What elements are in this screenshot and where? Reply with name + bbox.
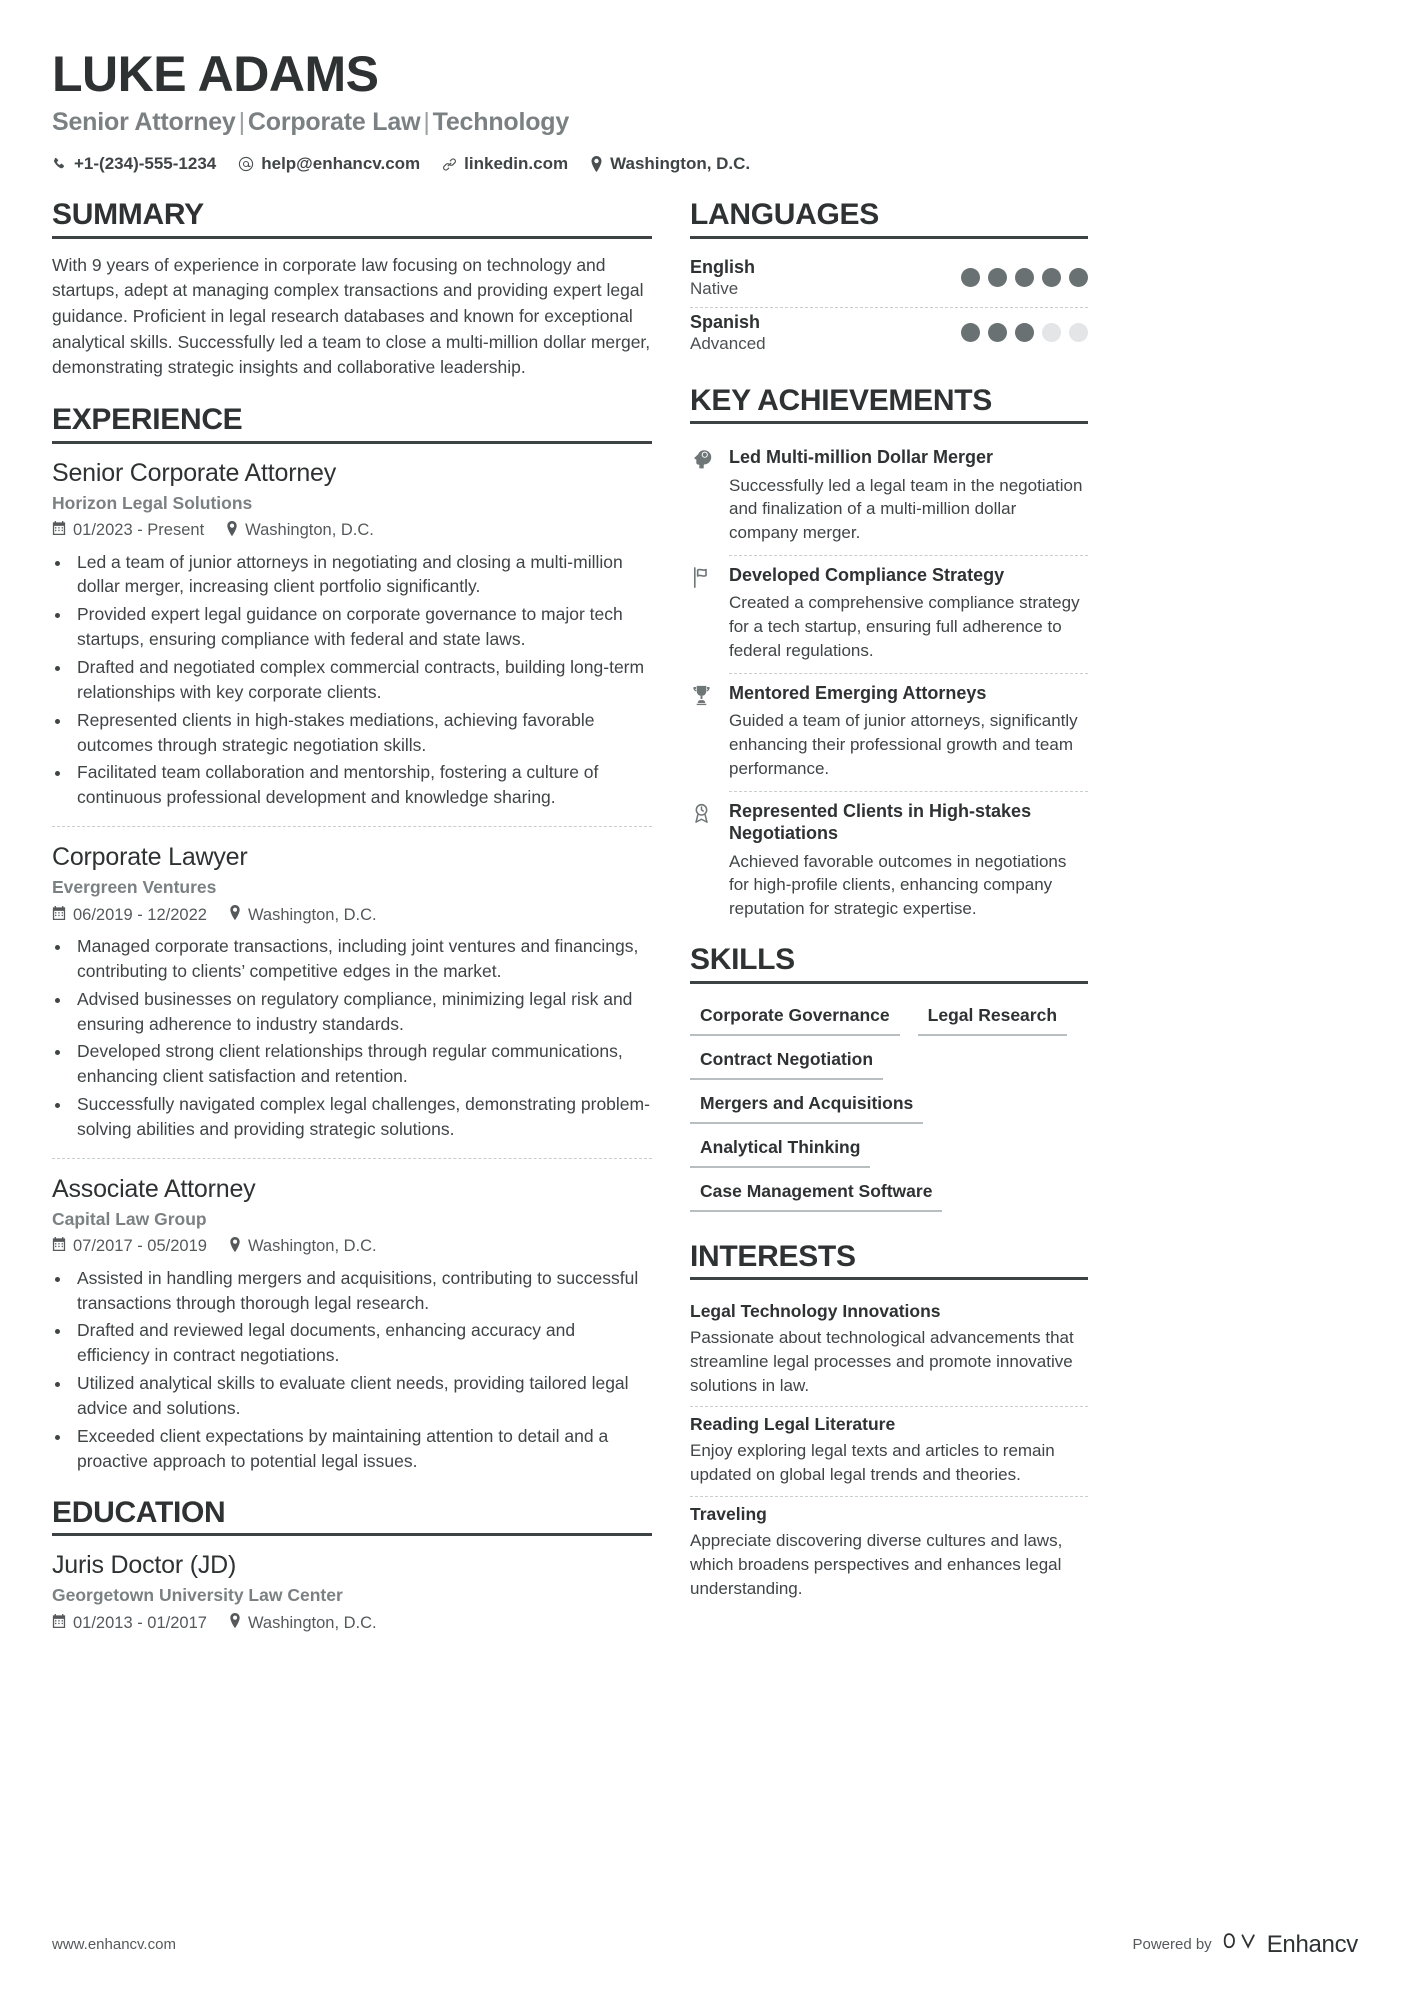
entry-bullets xyxy=(52,1266,652,1474)
calendar-icon xyxy=(52,1237,66,1256)
location-pin-icon xyxy=(590,156,603,172)
candidate-headline xyxy=(52,108,1358,137)
experience-rule xyxy=(52,441,652,444)
entry-dates xyxy=(52,1237,207,1256)
entry-dates-text: 06/2019 - 12/2022 xyxy=(73,905,207,924)
entry-location-text: Washington, D.C. xyxy=(247,1237,377,1256)
experience-entry xyxy=(52,842,652,1142)
entry-location xyxy=(226,521,374,541)
achievement-desc: Successfully led a legal team in the negotiation and finalization of a multi-million dollar company merger. xyxy=(729,475,1083,543)
contact-phone[interactable] xyxy=(52,154,216,174)
bullet-item: • Managed corporate transactions, including joint ventures and financings, contributing to clients’ competitive edges in the market. xyxy=(72,934,652,984)
skill-tag: Analytical Thinking xyxy=(690,1130,870,1168)
bullet-item: • Developed strong client relationships through regular communications, enhancing client satisfaction and retention. xyxy=(72,1039,652,1089)
bullet-item: • Facilitated team collaboration and mentorship, fostering a culture of continuous professional development and knowledge sharing. xyxy=(72,760,652,810)
contact-link[interactable] xyxy=(442,154,568,174)
entry-location-text: Washington, D.C. xyxy=(245,521,374,540)
experience-section xyxy=(52,403,652,1473)
skill-tag: Mergers and Acquisitions xyxy=(690,1086,923,1124)
achievement-title: Led Multi-million Dollar Merger xyxy=(729,447,994,467)
summary-text: With 9 years of experience in corporate law focusing on technology and startups, adept at managing complex transactions and providing expert legal guidance. Proficient in legal research databases and known for exceptional analytical skills. Successfully led a team to close a multi-million dollar merger, demonstrating strategic insights and collaborative leadership. xyxy=(52,254,651,378)
resume-footer xyxy=(52,1930,1358,1959)
achievement-divider xyxy=(729,555,1088,556)
entry-dates xyxy=(52,906,207,925)
skill-tag: Legal Research xyxy=(918,998,1067,1036)
entry-dates-text: 01/2023 - Present xyxy=(73,521,205,540)
calendar-icon xyxy=(52,1614,66,1633)
experience-entry xyxy=(52,1174,652,1474)
language-level: Advanced xyxy=(690,333,766,353)
interests-section xyxy=(690,1240,1088,1601)
company-name: Evergreen Ventures xyxy=(52,877,217,898)
achievement-item xyxy=(690,674,1088,792)
job-title: Corporate Lawyer xyxy=(52,843,248,872)
experience-heading: EXPERIENCE xyxy=(52,403,243,437)
enhancv-logo xyxy=(1223,1930,1358,1959)
entry-meta xyxy=(52,1613,652,1633)
contact-link-text: linkedin.com xyxy=(464,154,569,173)
skill-tag: Case Management Software xyxy=(690,1174,942,1212)
link-icon xyxy=(442,157,457,172)
language-rating-dots xyxy=(961,323,1088,342)
entry-bullets xyxy=(52,934,652,1142)
interest-title: Legal Technology Innovations xyxy=(690,1301,941,1322)
bullet-item: • Represented clients in high-stakes mediations, achieving favorable outcomes through strategic negotiation skills. xyxy=(72,708,652,758)
head-profile-icon xyxy=(690,446,716,556)
summary-section xyxy=(52,198,652,381)
skills-section xyxy=(690,943,1088,1218)
entry-dates-text: 01/2013 - 01/2017 xyxy=(73,1613,207,1632)
powered-by-label: Powered by xyxy=(1132,1936,1212,1953)
rating-dot xyxy=(1015,268,1034,287)
education-heading: EDUCATION xyxy=(52,1495,226,1529)
headline-part-3: Technology xyxy=(432,108,570,136)
languages-rule xyxy=(690,236,1088,239)
right-column xyxy=(690,198,1088,1622)
enhancv-mark-icon xyxy=(1223,1930,1259,1959)
interests-rule xyxy=(690,1277,1088,1280)
entry-meta xyxy=(52,1237,652,1257)
entry-dates xyxy=(52,521,204,540)
skills-heading: SKILLS xyxy=(690,943,795,977)
summary-rule xyxy=(52,236,652,239)
headline-separator-1: | xyxy=(238,108,245,136)
degree-title: Juris Doctor (JD) xyxy=(52,1551,237,1580)
left-column xyxy=(52,198,652,1655)
bullet-item: • Advised businesses on regulatory compliance, minimizing legal risk and ensuring adherence to industry standards. xyxy=(72,987,652,1037)
rating-dot xyxy=(1015,323,1034,342)
achievements-rule xyxy=(690,421,1088,424)
entry-location xyxy=(229,1613,377,1633)
achievements-heading: KEY ACHIEVEMENTS xyxy=(690,383,992,417)
contact-row xyxy=(52,154,1358,174)
achievement-title: Represented Clients in High-stakes Negotiations xyxy=(729,800,1032,844)
company-name: Horizon Legal Solutions xyxy=(52,492,253,513)
contact-phone-text: +1-(234)-555-1234 xyxy=(74,154,217,173)
footer-website[interactable]: www.enhancv.com xyxy=(52,1936,176,1953)
rating-dot xyxy=(961,268,980,287)
resume-header xyxy=(52,48,1358,174)
interest-item xyxy=(690,1497,1088,1600)
achievement-title: Mentored Emerging Attorneys xyxy=(729,682,987,703)
contact-email-text: help@enhancv.com xyxy=(261,154,421,173)
rating-dot xyxy=(961,323,980,342)
skills-rule xyxy=(690,981,1088,984)
interests-heading: INTERESTS xyxy=(690,1239,856,1273)
skills-list xyxy=(690,998,1088,1218)
interest-desc: Passionate about technological advancements that streamline legal processes and promote innovative solutions in law. xyxy=(690,1328,1074,1395)
achievement-desc: Created a comprehensive compliance strategy for a tech startup, ensuring full adherence to federal regulations. xyxy=(729,593,1080,660)
headline-part-2: Corporate Law xyxy=(247,108,421,136)
language-rating-dots xyxy=(961,268,1088,287)
rating-dot xyxy=(988,323,1007,342)
rating-dot xyxy=(1042,268,1061,287)
entry-location-text: Washington, D.C. xyxy=(247,905,377,924)
achievement-item xyxy=(690,556,1088,674)
phone-icon xyxy=(52,157,67,172)
entry-meta xyxy=(52,521,652,541)
location-pin-icon xyxy=(229,1613,241,1633)
language-name: Spanish xyxy=(690,311,761,332)
interest-title: Traveling xyxy=(690,1504,767,1525)
interest-item xyxy=(690,1407,1088,1497)
enhancv-wordmark: Enhancv xyxy=(1266,1930,1358,1958)
education-section xyxy=(52,1496,652,1634)
entry-location-text: Washington, D.C. xyxy=(247,1613,377,1632)
languages-section xyxy=(690,198,1088,362)
bullet-item: • Drafted and negotiated complex commercial contracts, building long-term relationships with key corporate clients. xyxy=(72,655,652,705)
job-title: Senior Corporate Attorney xyxy=(52,458,337,487)
achievement-desc: Guided a team of junior attorneys, significantly enhancing their professional growth and team performance. xyxy=(729,711,1078,778)
entry-location xyxy=(229,905,377,925)
location-pin-icon xyxy=(226,521,238,541)
interest-desc: Enjoy exploring legal texts and articles to remain updated on global legal trends and theories. xyxy=(690,1441,1055,1485)
rating-dot xyxy=(1042,323,1061,342)
entry-dates-text: 07/2017 - 05/2019 xyxy=(73,1237,207,1256)
achievement-item xyxy=(690,438,1088,556)
contact-location-text: Washington, D.C. xyxy=(610,154,751,173)
achievements-section xyxy=(690,384,1088,922)
contact-location xyxy=(590,154,750,174)
language-level: Native xyxy=(690,278,739,298)
rating-dot xyxy=(1069,323,1088,342)
school-name: Georgetown University Law Center xyxy=(52,1585,343,1606)
entry-meta xyxy=(52,905,652,925)
calendar-icon xyxy=(52,906,66,925)
entry-location xyxy=(229,1237,377,1257)
bullet-item: • Utilized analytical skills to evaluate client needs, providing tailored legal advice and solutions. xyxy=(72,1371,652,1421)
interest-title: Reading Legal Literature xyxy=(690,1414,896,1435)
achievement-title: Developed Compliance Strategy xyxy=(729,564,1005,585)
entry-dates xyxy=(52,1614,207,1633)
bullet-item: • Successfully navigated complex legal challenges, demonstrating problem-solving abilities and providing strategic solutions. xyxy=(72,1092,652,1142)
language-name: English xyxy=(690,256,756,277)
entry-divider xyxy=(52,1158,652,1159)
email-icon xyxy=(238,156,254,172)
interest-desc: Appreciate discovering diverse cultures and laws, which broadens perspectives and enhances legal understanding. xyxy=(690,1531,1063,1598)
contact-email[interactable] xyxy=(238,154,420,174)
entry-divider xyxy=(52,826,652,827)
education-rule xyxy=(52,1533,652,1536)
trophy-icon xyxy=(690,682,716,792)
calendar-icon xyxy=(52,521,66,540)
bullet-item: • Assisted in handling mergers and acquisitions, contributing to successful transactions through thorough legal research. xyxy=(72,1266,652,1316)
entry-bullets xyxy=(52,550,652,810)
achievement-item xyxy=(690,792,1088,921)
location-pin-icon xyxy=(229,905,241,925)
language-item xyxy=(690,308,1088,362)
job-title: Associate Attorney xyxy=(52,1174,256,1203)
candidate-name: LUKE ADAMS xyxy=(52,46,379,102)
headline-part-1: Senior Attorney xyxy=(52,108,236,136)
location-pin-icon xyxy=(229,1237,241,1257)
bullet-item: • Led a team of junior attorneys in negotiating and closing a multi-million dollar merger, increasing client portfolio significantly. xyxy=(72,550,652,600)
experience-entry xyxy=(52,458,652,810)
education-entry xyxy=(52,1550,652,1633)
headline-separator-2: | xyxy=(423,108,430,136)
bullet-item: • Exceeded client expectations by maintaining attention to detail and a proactive approach to potential legal issues. xyxy=(72,1424,652,1474)
flag-icon xyxy=(690,564,716,674)
rating-dot xyxy=(988,268,1007,287)
achievement-divider xyxy=(729,673,1088,674)
skill-tag: Corporate Governance xyxy=(690,998,900,1036)
interest-item xyxy=(690,1294,1088,1407)
bullet-item: • Drafted and reviewed legal documents, enhancing accuracy and efficiency in contract negotiations. xyxy=(72,1318,652,1368)
footer-branding xyxy=(1132,1930,1358,1959)
achievement-desc: Achieved favorable outcomes in negotiations for high-profile clients, enhancing company reputation for strategic expertise. xyxy=(729,851,1067,919)
summary-heading: SUMMARY xyxy=(52,198,204,231)
bullet-item: • Provided expert legal guidance on corporate governance to major tech startups, ensuring compliance with federal and state laws. xyxy=(72,602,652,652)
company-name: Capital Law Group xyxy=(52,1208,207,1229)
rating-dot xyxy=(1069,268,1088,287)
languages-heading: LANGUAGES xyxy=(690,198,879,231)
achievement-divider xyxy=(729,791,1088,792)
award-ribbon-icon xyxy=(690,800,716,921)
language-item xyxy=(690,253,1088,307)
skill-tag: Contract Negotiation xyxy=(690,1042,883,1080)
